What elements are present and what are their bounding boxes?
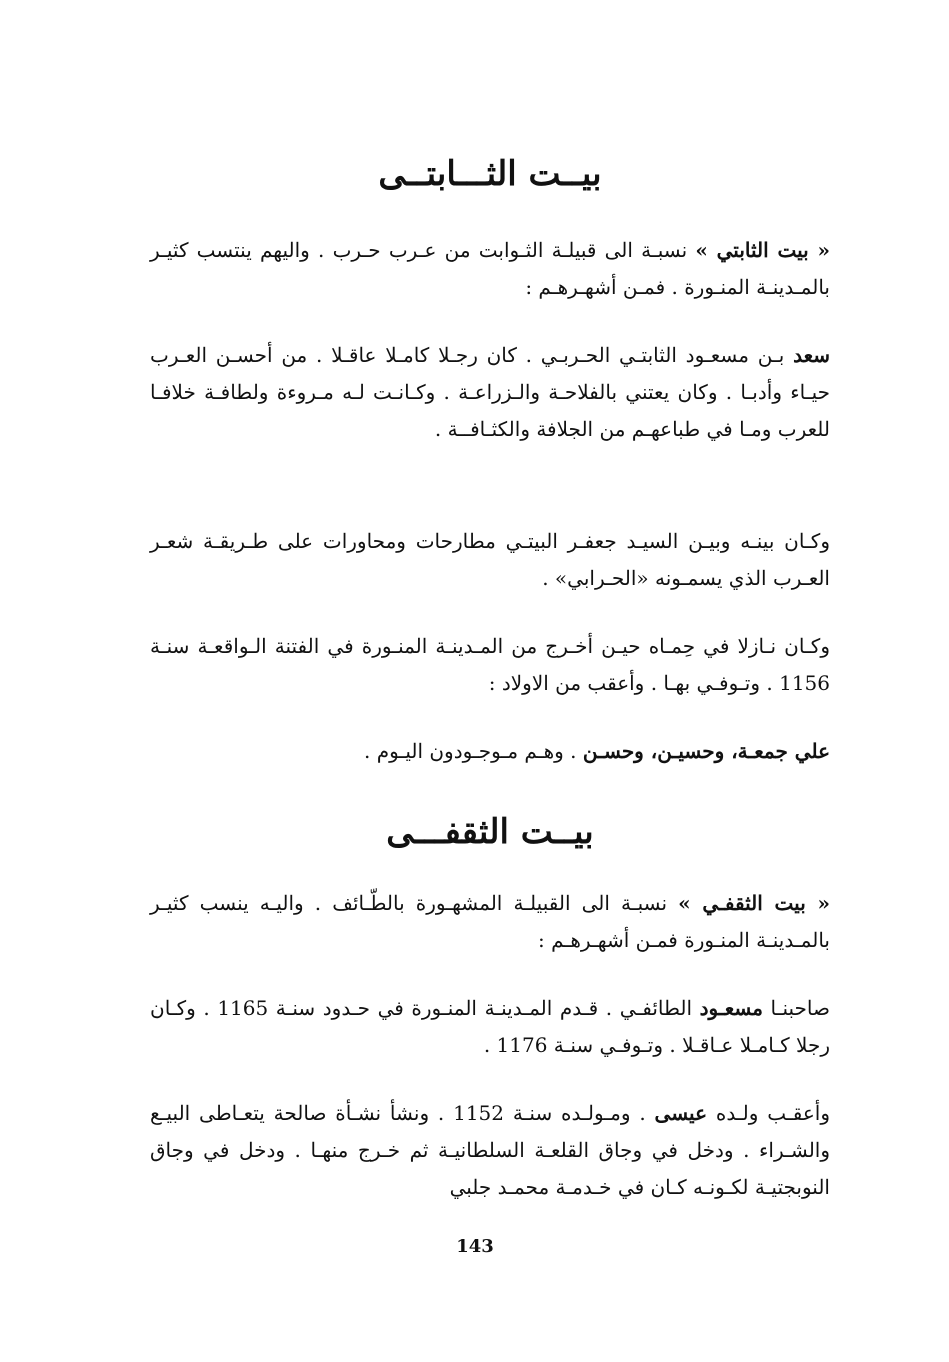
paragraph-saad-children: [150, 733, 830, 770]
paragraph-text: بـن مسعـود الثابتـي الحـربـي . كان رجـلا كامـلا عاقـلا . من أحسـن العـرب حيـاء وأدبـا . وكان يعتني بالفلاحـة والـزراعـة . وكـانـت لـه مـروءة ولطافـة خلافـا للعرب ومـا في طباعهـم من الجلافة والكثـافــة .: [150, 343, 830, 441]
bold-names: علي جمعـة، وحسيـن، وحسـن: [582, 739, 830, 763]
bold-name: مسعـود: [699, 996, 763, 1020]
paragraph-saad-poetry: وكـان بينـه وبيـن السيـد جعفـر البيتـي مطارحات ومحاورات على طـريقـة شعـر العـرب الذي يسمـونه «الحـرابي» .: [150, 529, 830, 590]
page-number: 143: [456, 1236, 494, 1257]
paragraph-saad: [150, 337, 830, 448]
paragraph-text: وأعقـب ولـده: [707, 1101, 831, 1125]
paragraph-saad-death: وكـان نـازلا في حِمـاه حيـن أخـرج من المـدينـة المنـورة في الفتنة الـواقعـة سنـة 1156 . وتـوفـي بهـا . وأعقب من الاولاد :: [150, 634, 830, 695]
section-title-thaqafi: بيــت الثقفـــى: [386, 812, 594, 852]
section-title-thabiti: بيــت الثـــابتــى: [378, 154, 602, 194]
paragraph-isa: [150, 1095, 830, 1206]
paragraph-text: نسبـة الى القبيلـة المشهـورة بالطّـائف . واليـه ينسب كثيـر بالمـدينـة المنـورة فمـن أشهـرهـم :: [150, 891, 830, 952]
paragraph-thabiti-intro: [150, 232, 830, 306]
bold-lead: « بيت الثقفـي »: [678, 891, 830, 915]
bold-name: سعد: [793, 343, 830, 367]
paragraph-thaqafi-intro: [150, 885, 830, 959]
bold-name: عيسى: [654, 1101, 708, 1125]
paragraph-masoud: [150, 990, 830, 1064]
paragraph-text: . ومـولـده سنـة 1152 . ونشأ نشـأة صالحة يتعـاطى البيـع والشـراء . ودخل في وجاق القلعـة السلطانيـة ثم خـرج منهـا . ودخل في وجاق النوبجتيـة لكـونـه كـان في خـدمـة محمـد جلبي: [150, 1101, 830, 1199]
paragraph-text: الطائفـي . قـدم المـدينـة المنـورة في حـدود سنـة 1165 . وكـان رجلا كـامـلا عـاقـلا . وتـوفـي سنـة 1176 .: [150, 996, 830, 1057]
paragraph-text: نسبـة الى قبيلـة الثـوابت من عـرب حـرب . واليهم ينتسب كثيـر بالمـدينـة المنـورة . فمـن أشهـرهـم :: [150, 238, 830, 299]
paragraph-text: . وهـم مـوجـودون اليـوم .: [364, 739, 577, 763]
bold-lead: « بيت الثابتي »: [695, 238, 830, 262]
paragraph-text: صاحبنـا: [762, 996, 830, 1020]
